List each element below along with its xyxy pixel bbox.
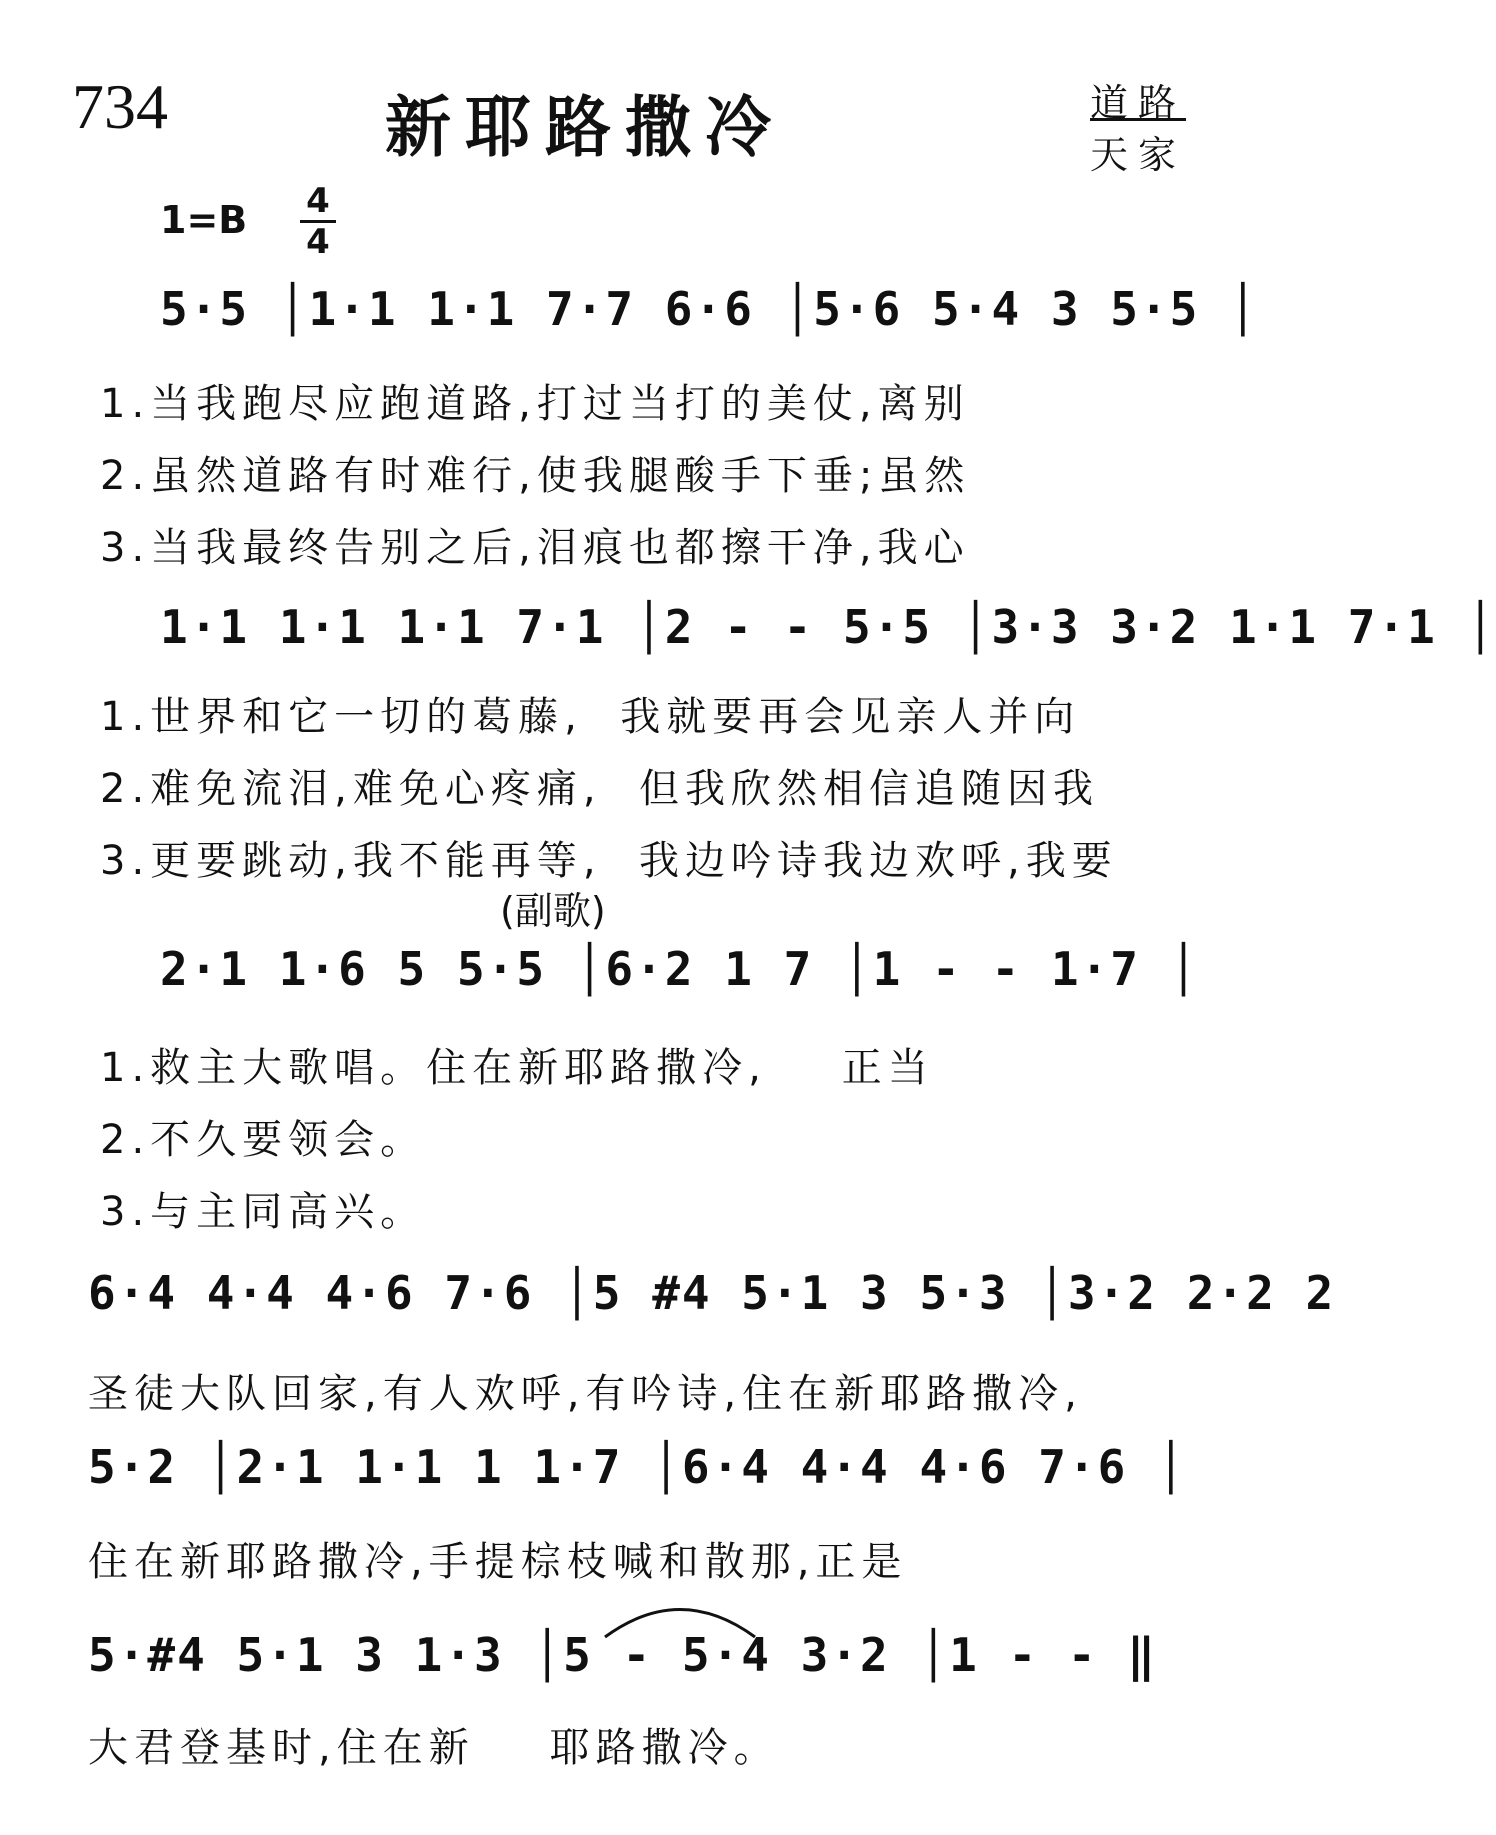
- lyric-line-1-verse-3: 3.当我最终告别之后,泪痕也都擦干净,我心: [100, 525, 970, 571]
- lyric-line-2-verse-3: 3.更要跳动,我不能再等, 我边吟诗我边欢呼,我要: [100, 838, 1118, 884]
- chorus-marker: (副歌): [500, 889, 606, 933]
- lyric-line-3-verse-1: 1.救主大歌唱。住在新耶路撒冷, 正当: [100, 1045, 934, 1091]
- lyric-line-1-verse-2: 2.虽然道路有时难行,使我腿酸手下垂;虽然: [100, 453, 971, 499]
- lyric-line-3-verse-2: 2.不久要领会。: [100, 1117, 427, 1163]
- lyric-line-6: 大君登基时,住在新 耶路撒冷。: [88, 1725, 780, 1771]
- time-signature: [300, 181, 336, 262]
- notation-line-6: 5·#4 5·1 3 1·3 │5 - 5·4 3·2 │1 - - ‖: [88, 1628, 1157, 1682]
- lyric-line-2-verse-1: 1.世界和它一切的葛藤, 我就要再会见亲人并向: [100, 694, 1081, 740]
- lyric-line-3-verse-3: 3.与主同高兴。: [100, 1189, 427, 1235]
- lyric-line-1-verse-1: 1.当我跑尽应跑道路,打过当打的美仗,离别: [100, 381, 970, 427]
- time-signature-bottom: 4: [306, 222, 330, 262]
- notation-line-2: 1·1 1·1 1·1 7·1 │2 - - 5·5 │3·3 3·2 1·1 7·1 │: [160, 600, 1496, 654]
- lyric-line-2-verse-2: 2.难免流泪,难免心疼痛, 但我欣然相信追随因我: [100, 766, 1100, 812]
- time-signature-top: 4: [306, 181, 330, 221]
- composer-credit: 天家: [1090, 133, 1187, 177]
- lyric-line-4: 圣徒大队回家,有人欢呼,有吟诗,住在新耶路撒冷,: [88, 1371, 1083, 1417]
- lyricist-credit: 道路: [1090, 81, 1187, 125]
- lyric-line-5: 住在新耶路撒冷,手提棕枝喊和散那,正是: [88, 1539, 908, 1585]
- key-signature: 1=B: [160, 198, 248, 242]
- notation-line-1: 5·5 │1·1 1·1 7·7 6·6 │5·6 5·4 3 5·5 │: [160, 282, 1259, 336]
- notation-line-3: 2·1 1·6 5 5·5 │6·2 1 7 │1 - - 1·7 │: [160, 942, 1200, 996]
- hymn-number: 734: [72, 71, 168, 142]
- song-title: 新耶路撒冷: [385, 89, 785, 166]
- notation-line-4: 6·4 4·4 4·6 7·6 │5 #4 5·1 3 5·3 │3·2 2·2 2: [88, 1266, 1336, 1320]
- notation-line-5: 5·2 │2·1 1·1 1 1·7 │6·4 4·4 4·6 7·6 │: [88, 1440, 1187, 1494]
